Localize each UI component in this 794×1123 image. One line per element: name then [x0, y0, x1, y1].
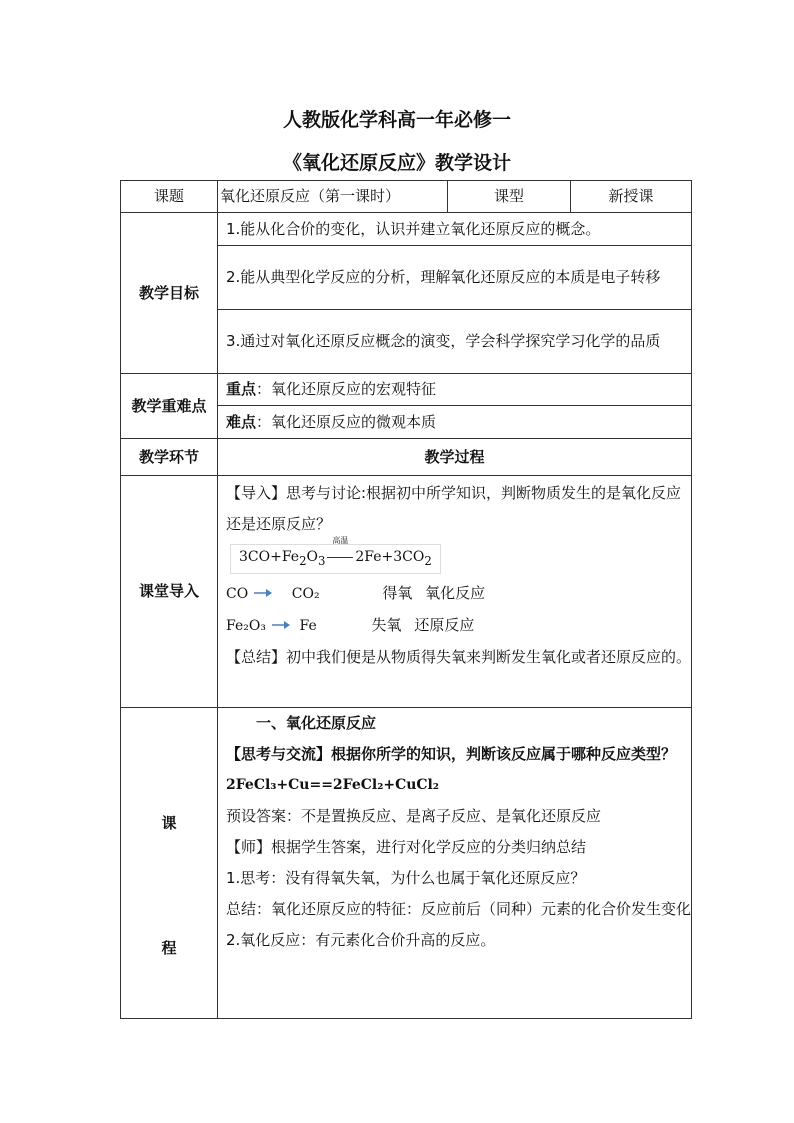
point-2: 2.氧化反应：有元素化合价升高的反应。: [226, 931, 496, 949]
reaction-equation: 2FeCl₃+Cu==2FeCl₂+CuCl₂: [226, 777, 439, 793]
question-1: 1.思考：没有得氧失氧，为什么也属于氧化还原反应？: [226, 869, 586, 887]
summary-1: 总结：氧化还原反应的特征：反应前后（同种）元素的化合价发生变化: [226, 900, 692, 918]
lesson-type-value: 新授课: [571, 181, 692, 213]
lesson-label: [121, 708, 218, 1019]
think-prompt: 【思考与交流】根据你所学的知识，判断该反应属于哪种反应类型？: [226, 745, 677, 763]
focus-point: [218, 374, 692, 406]
arrow-right-icon: [253, 588, 273, 598]
section-title: 一、氧化还原反应: [256, 714, 377, 732]
teacher-note: 【师】根据学生答案，进行对化学反应的分类归纳总结: [226, 838, 587, 856]
arrow-right-icon: [271, 620, 291, 630]
objective-item: 1.能从化合价的变化，认识并建立氧化还原反应的概念。: [218, 213, 692, 246]
topic-label: 课题: [121, 181, 218, 213]
intro-summary: 【总结】初中我们便是从物质得失氧来判断发生氧化或者还原反应的。: [226, 647, 692, 666]
key-points-label: 教学重难点: [121, 374, 218, 439]
equation-subscript: 2: [299, 553, 307, 568]
topic-value: 氧化还原反应（第一课时）: [218, 181, 448, 213]
equation-box: [230, 536, 441, 574]
difficulty-point: [218, 406, 692, 439]
equation-subscript: 2: [424, 553, 432, 568]
preset-answer: 预设答案：不是置换反应、是离子反应、是氧化还原反应: [226, 807, 602, 825]
document-subtitle: 《氧化还原反应》教学设计: [282, 152, 511, 174]
objectives-label: 教学目标: [121, 213, 218, 374]
equation-left: 3CO+Fe: [239, 549, 300, 565]
objective-item: 3.通过对氧化还原反应概念的演变，学会科学探究学习化学的品质: [218, 310, 692, 374]
topic-row: [121, 181, 692, 213]
lesson-content: [218, 708, 692, 1019]
objective-item: 2.能从典型化学反应的分析，理解氧化还原反应的本质是电子转移: [218, 246, 692, 310]
reactant: CO: [226, 585, 249, 602]
reaction-type: 还原反应: [414, 615, 475, 634]
difficulty-tag: 难点: [226, 412, 257, 431]
process-stage-header: 教学环节: [121, 439, 218, 476]
oxygen-change: 得氧: [382, 583, 413, 602]
intro-label: 课堂导入: [121, 476, 218, 708]
reaction-type: 氧化反应: [425, 583, 486, 602]
equation-subscript: 3: [317, 553, 326, 568]
reaction-condition: [327, 536, 353, 569]
product: CO₂: [291, 585, 320, 602]
equation-right: 2Fe+3CO: [355, 549, 425, 565]
condition-label: 高温: [332, 536, 349, 545]
focus-tag: 重点: [226, 380, 257, 398]
product: Fe: [299, 617, 317, 634]
focus-text: ：氧化还原反应的宏观特征: [256, 380, 437, 398]
lesson-label-bottom: 程: [161, 939, 177, 957]
intro-equation: [226, 536, 691, 578]
document-title: 人教版化学科高一年必修一: [282, 109, 511, 131]
intro-content: [218, 476, 692, 708]
co-oxidation-line: [226, 578, 691, 610]
difficulty-text: ：氧化还原反应的微观本质: [256, 412, 437, 431]
intro-lead: 【导入】思考与讨论:根据初中所学知识，判断物质发生的是氧化反应还是还原反应？: [226, 484, 682, 533]
oxygen-change: 失氧: [371, 615, 402, 634]
fe-reduction-line: [226, 610, 691, 642]
process-content-header: 教学过程: [218, 439, 692, 476]
reactant: Fe₂O₃: [226, 617, 266, 634]
lesson-type-label: 课型: [448, 181, 571, 213]
equation-mid: O: [306, 549, 318, 565]
lesson-label-top: 课: [161, 814, 177, 832]
lesson-plan-table: [120, 180, 692, 1019]
